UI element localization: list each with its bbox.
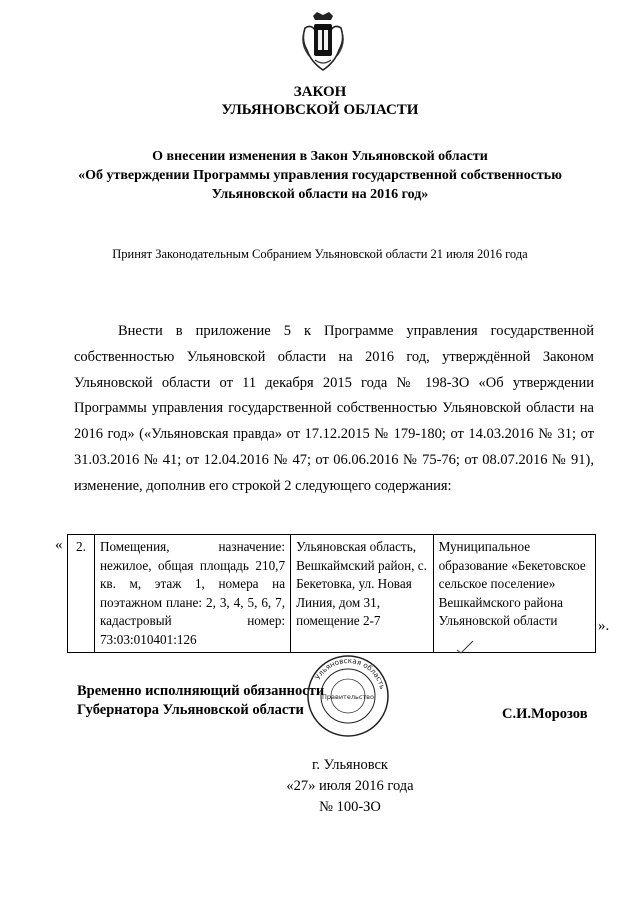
subtitle-line-1: О внесении изменения в Закон Ульяновской области [152, 149, 488, 164]
checkmark-mark [455, 640, 475, 654]
property-description: Помещения, назначение: нежилое, общая площадь 210,7 кв. м, этаж 1, номера на поэтажном плане: 2, 3, 4, 5, 6, 7, кадастровый номер: 73:03:010401:126 [94, 535, 290, 653]
law-date: «27» июля 2016 года [286, 778, 414, 794]
adoption-note: Принят Законодательным Собранием Ульяновской области 21 июля 2016 года [112, 247, 528, 261]
property-address: Ульяновская область, Вешкаймский район, с. Бекетовка, ул. Новая Линия, дом 31, помещение 2-7 [291, 535, 433, 653]
property-recipient: Муниципальное образование «Бекетовское сельское поселение» Вешкаймского района Ульяновской области [433, 535, 595, 653]
law-title: ЗАКОН [293, 84, 347, 100]
coat-of-arms-emblem [301, 10, 345, 72]
table-row [68, 535, 596, 653]
table-open-quote: « [55, 537, 63, 553]
position-line-1: Временно исполняющий обязанности [77, 683, 325, 699]
subtitle-line-2: «Об утверждении Программы управления государственной собственностью [78, 168, 562, 183]
table-close-quote: ». [598, 618, 610, 634]
position-line-2: Губернатора Ульяновской области [77, 702, 304, 718]
region-title: УЛЬЯНОВСКОЙ ОБЛАСТИ [221, 102, 419, 118]
svg-text:Ульяновская область: Ульяновская область [313, 655, 388, 691]
signatory-position [77, 682, 324, 720]
signatory-name: С.И.Морозов [502, 706, 588, 722]
footer-block [0, 755, 640, 818]
property-table [67, 534, 596, 653]
svg-text:Правительство: Правительство [322, 693, 374, 701]
city: г. Ульяновск [312, 757, 388, 773]
main-paragraph: Внести в приложение 5 к Программе управления государственной собственностью Ульяновской области на 2016 год, утверждённой Законом Ульяновской области от 11 декабря 2015 года № 198-ЗО «Об утверждении Программы управления государственной собственностью Ульяновской области на 2016 год» («Ульяновская правда» от 17.12.2015 № 179-180; от 14.03.2016 № 31; от 31.03.2016 № 41; от 12.04.2016 № 47; от 06.06.2016 № 75-76; от 08.07.2016 № 91), изменение, дополнив его строкой 2 следующего содержания: [74, 323, 594, 494]
law-number: № 100-ЗО [319, 799, 381, 815]
subtitle-line-3: Ульяновской области на 2016 год» [211, 187, 429, 202]
row-number: 2. [68, 535, 95, 653]
official-seal [306, 654, 390, 738]
